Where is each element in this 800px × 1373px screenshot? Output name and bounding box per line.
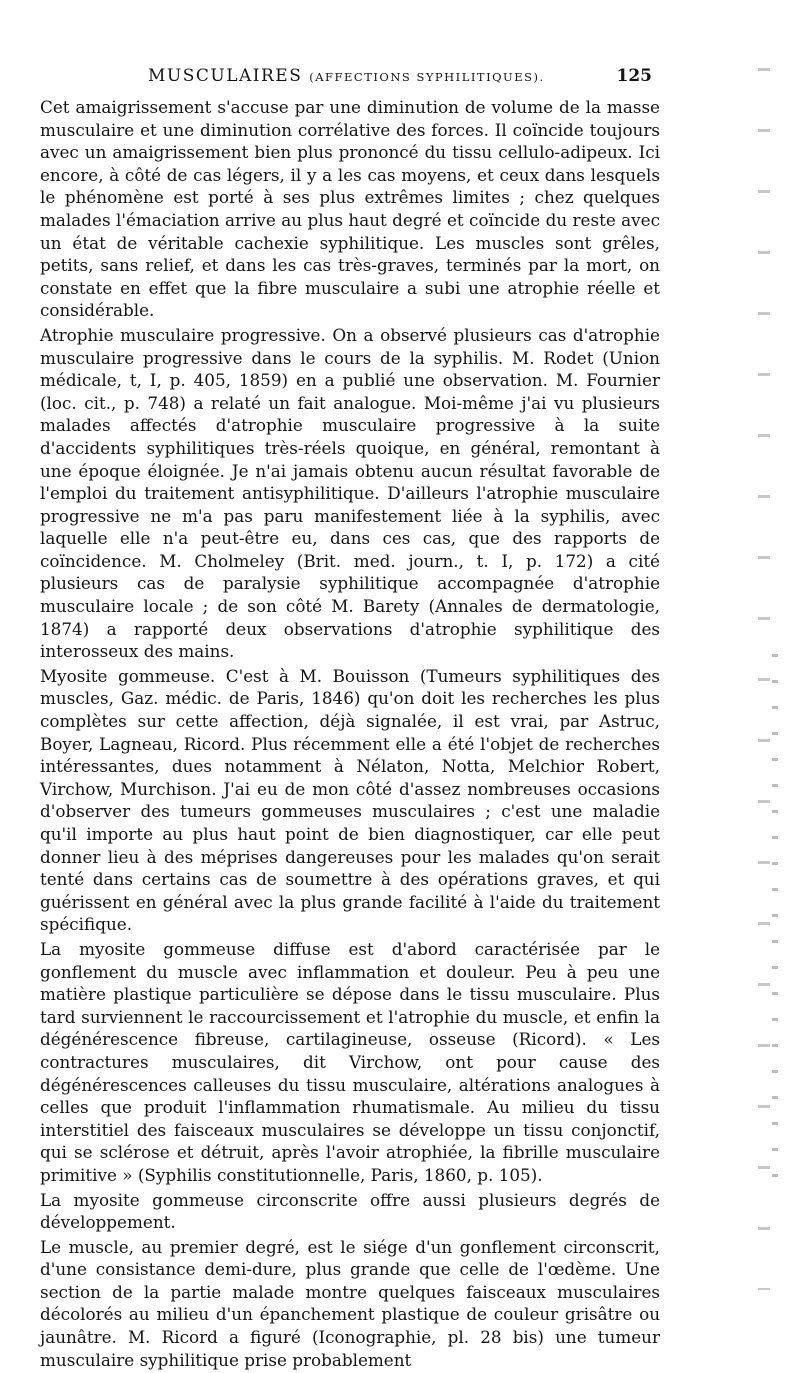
chapter-subtitle: (AFFECTIONS SYPHILITIQUES).: [309, 70, 545, 84]
body-text: [40, 96, 660, 1373]
running-head-title: [148, 66, 545, 86]
scan-margin-marks-2: [772, 640, 778, 1200]
page-number: 125: [616, 66, 652, 86]
paragraph-myosite-circonscrite: La myosite gommeuse circonscrite offre aussi plusieurs degrés de développement.: [40, 1189, 660, 1233]
running-head: [40, 66, 652, 90]
paragraph-atrophie: Atrophie musculaire progressive. On a observé plusieurs cas d'atrophie musculaire progressive dans le cours de la syphilis. M. Rodet (Union médicale, t, I, p. 405, 1859) en a publié une observation. M. Fournier (loc. cit., p. 748) a relaté un fait analogue. Moi-même j'ai vu plusieurs malades affectés d'atrophie musculaire progressive à la suite d'accidents syphilitiques très-réels quoique, en général, remontant à une époque éloignée. Je n'ai jamais obtenu aucun résultat favorable de l'emploi du traitement antisyphilitique. D'ailleurs l'atrophie musculaire progressive ne m'a pas paru manifestement liée à la syphilis, avec laquelle elle n'a peut-être eu, dans ces cas, que des rapports de coïncidence. M. Cholmeley (Brit. med. journ., t. I, p. 172) a cité plusieurs cas de paralysie syphilitique accompagnée d'atrophie musculaire locale ; de son côté M. Barety (Annales de dermatologie, 1874) a rapporté deux observations d'atrophie syphilitique des interosseux des mains.: [40, 324, 660, 662]
paragraph-premier-degre: Le muscle, au premier degré, est le siége d'un gonflement circonscrit, d'une consistance demi-dure, plus grande que celle de l'œdème. Une section de la partie malade montre quelques faisceaux musculaires décolorés au milieu d'un épanchement plastique de couleur grisâtre ou jaunâtre. M. Ricord a figuré (Iconographie, pl. 28 bis) une tumeur musculaire syphilitique prise probablement: [40, 1236, 660, 1370]
paragraph-myosite-diffuse: La myosite gommeuse diffuse est d'abord caractérisée par le gonflement du muscle avec inflammation et douleur. Peu à peu une matière plastique particulière se dépose dans le tissu musculaire. Plus tard surviennent le raccourcissement et l'atrophie du muscle, et enfin la dégénérescence fibreuse, cartilagineuse, osseuse (Ricord). « Les contractures musculaires, dit Virchow, ont pour cause des dégénérescences calleuses du tissu musculaire, altérations analogues à celles que produit l'inflammation rhumatismale. Au milieu du tissu interstitiel des faisceaux musculaires se développe un tissu conjonctif, qui se sclérose et détruit, après l'avoir atrophiée, la fibrille musculaire primitive » (Syphilis constitutionnelle, Paris, 1860, p. 105).: [40, 938, 660, 1185]
paragraph: Cet amaigrissement s'accuse par une diminution de volume de la masse musculaire et une diminution corrélative des forces. Il coïncide toujours avec un amaigrissement bien plus prononcé du tissu cellulo-adipeux. Ici encore, à côté de cas légers, il y a les cas moyens, et ceux dans lesquels le phénomène est porté à ses plus extrêmes limites ; chez quelques malades l'émaciation arrive au plus haut degré et coïncide du reste avec un état de véritable cachexie syphilitique. Les muscles sont grêles, petits, sans relief, et dans les cas très-graves, terminés par la mort, on constate en effet que la fibre musculaire a subi une atrophie réelle et considérable.: [40, 97, 660, 321]
paragraph-myosite: Myosite gommeuse. C'est à M. Bouisson (Tumeurs syphilitiques des muscles, Gaz. médic. de Paris, 1846) qu'on doit les recherches les plus complètes sur cette affection, déjà signalée, il est vrai, par Astruc, Boyer, Lagneau, Ricord. Plus récemment elle a été l'objet de recherches intéressantes, dues notamment à Nélaton, Notta, Melchior Robert, Virchow, Murchison. J'ai eu de mon côté d'assez nombreuses occasions d'observer des tumeurs gommeuses musculaires ; c'est une maladie qu'il importe au plus haut point de bien diagnostiquer, car elle peut donner lieu à des méprises dangereuses pour les malades qu'on serait tenté dans certains cas de soumettre à des opérations graves, et qui guérissent en général avec la plus grande facilité à l'aide du traitement spécifique.: [40, 665, 660, 935]
scan-margin-marks: [758, 30, 770, 1290]
chapter-title: MUSCULAIRES: [148, 66, 303, 86]
